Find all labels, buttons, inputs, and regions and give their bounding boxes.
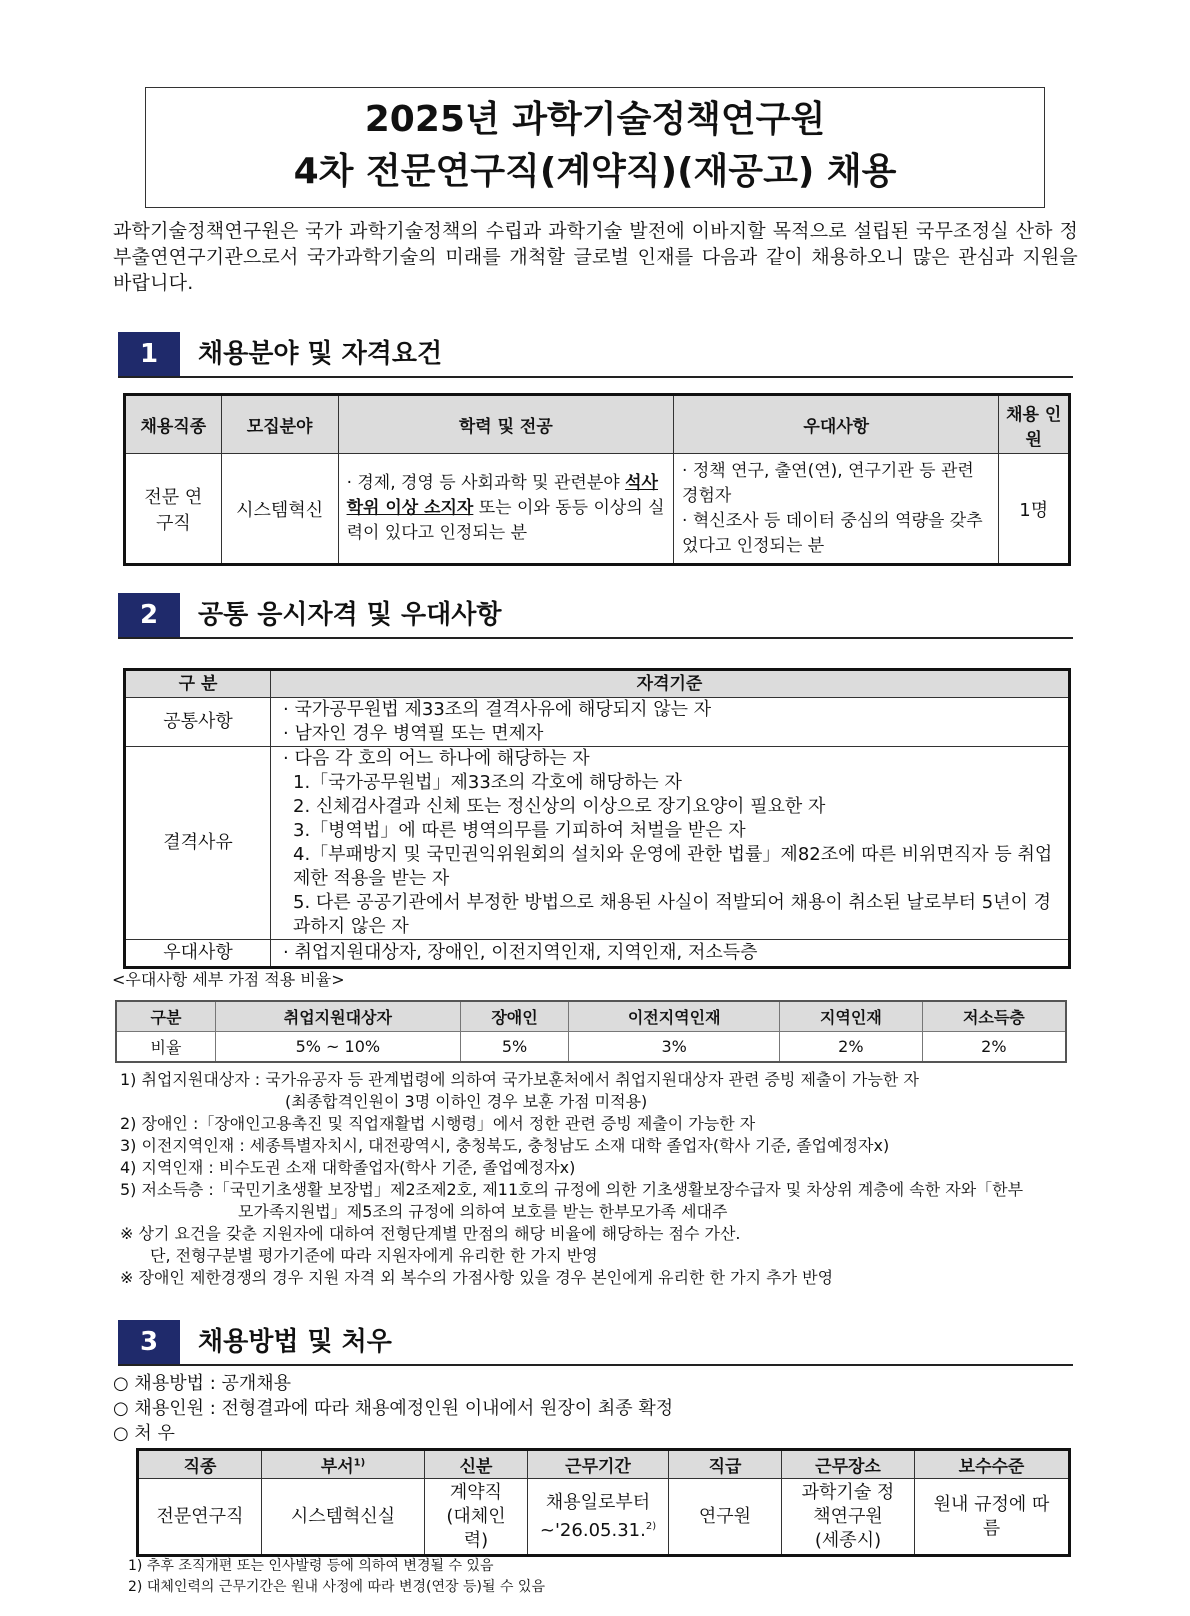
header-cell: 구분 [116, 1001, 216, 1032]
row-label: 결격사유 [125, 747, 271, 940]
list-item: 2. 신체검사결과 신체 또는 정신상의 이상으로 장기요양이 필요한 자 [293, 796, 826, 817]
section-number: 1 [118, 332, 180, 376]
ratio-caption: <우대사항 세부 가점 적용 비율> [112, 970, 345, 989]
list-item: 1.「국가공무원법」제33조의 각호에 해당하는 자 [293, 772, 682, 793]
header-cell: 채용직종 [125, 395, 222, 454]
count-cell: 1명 [999, 454, 1070, 565]
section-number: 2 [118, 593, 180, 637]
row-label: 공통사항 [125, 698, 271, 747]
note-line: ※ 장애인 제한경쟁의 경우 지원 자격 외 복수의 가점사항 있을 경우 본인에게 유리한 한 가지 추가 반영 [120, 1268, 834, 1287]
header-cell: 구 분 [125, 670, 271, 698]
method-item: ○ 채용방법 : 공개채용 [113, 1373, 292, 1394]
header-cell: 자격기준 [271, 670, 1070, 698]
job-type-cell: 전문 연구직 [125, 454, 222, 565]
footnote-ref: 1) [353, 1457, 366, 1469]
common-items [271, 698, 1070, 747]
ratio-cell: 5% ~ 10% [216, 1032, 461, 1063]
list-item: · 남자인 경우 병역필 또는 면제자 [283, 723, 544, 744]
section-1-header [118, 332, 1073, 378]
note-line: 모가족지원법」제5조의 규정에 의하여 보호를 받는 한부모가족 세대주 [238, 1202, 728, 1221]
header-cell: 근무장소 [782, 1450, 915, 1479]
rank-cell: 연구원 [669, 1479, 782, 1556]
note-line: 2) 장애인 :「장애인고용촉진 및 직업재활법 시행령」에서 정한 관련 증빙 제출이 가능한 자 [120, 1114, 756, 1133]
row-label: 우대사항 [125, 940, 271, 968]
list-item: · 다음 각 호의 어느 하나에 해당하는 자 [283, 748, 590, 769]
note-line: 4) 지역인재 : 비수도권 소재 대학졸업자(학사 기준, 졸업예정자x) [120, 1158, 576, 1177]
period-text: 채용일로부터 [545, 1491, 651, 1513]
header-cell: 채용 인원 [999, 395, 1070, 454]
ratio-cell: 2% [922, 1032, 1066, 1063]
pref-item: · 정책 연구, 출연(연), 연구기관 등 관련 경험자 [682, 460, 974, 506]
footnote-ref: 2) [645, 1520, 657, 1532]
note-line: (최종합격인원이 3명 이하인 경우 보훈 가점 미적용) [285, 1092, 648, 1111]
list-item: 3.「병역법」에 따른 병역의무를 기피하여 처벌을 받은 자 [293, 820, 746, 841]
header-cell: 모집분야 [221, 395, 338, 454]
header-cell: 직종 [138, 1450, 262, 1479]
section-number: 3 [118, 1320, 180, 1364]
ratio-cell: 5% [460, 1032, 569, 1063]
header-cell: 보수수준 [915, 1450, 1070, 1479]
header-cell: 저소득층 [922, 1001, 1066, 1032]
period-cell [528, 1479, 669, 1556]
note-line: ※ 상기 요건을 갖춘 지원자에 대하여 전형단계별 만점의 해당 비율에 해당하는 점수 가산. [120, 1224, 741, 1243]
note-line: 1) 취업지원대상자 : 국가유공자 등 관계법령에 의하여 국가보훈처에서 취업지원대상자 관련 증빙 제출이 가능한 자 [120, 1070, 919, 1089]
header-cell: 취업지원대상자 [216, 1001, 461, 1032]
note-line: 단, 전형구분별 평가기준에 따라 지원자에게 유리한 한 가지 반영 [150, 1246, 598, 1265]
recruit-table [123, 393, 1071, 566]
edu-text: 또는 이와 동등 이상의 실력이 있다고 인정되는 분 [346, 498, 665, 543]
method-item: ○ 처 우 [113, 1423, 175, 1444]
section-title: 채용방법 및 처우 [198, 1327, 392, 1357]
ratio-cell: 비율 [116, 1032, 216, 1063]
status-cell: 계약직 (대체인력) [425, 1479, 528, 1556]
preference-cell [674, 454, 999, 565]
disqualification-items [271, 747, 1070, 940]
title-line1: 2025년 과학기술정책연구원 [364, 99, 826, 140]
header-cell: 우대사항 [674, 395, 999, 454]
ratio-table [115, 1000, 1067, 1063]
edu-emphasis: 석사학위 이상 소지자 [346, 473, 658, 518]
pref-item: · 혁신조사 등 데이터 중심의 역량을 갖추었다고 인정되는 분 [682, 510, 983, 556]
ratio-cell: 3% [569, 1032, 780, 1063]
intro-paragraph: 과학기술정책연구원은 국가 과학기술정책의 수립과 과학기술 발전에 이바지할 목적으로 설립된 국무조정실 산하 정부출연연구기관으로서 국가과학기술의 미래를 개척할 글로벌 인재를 다음과 같이 채용하오니 많은 관심과 지원을 바랍니다. [113, 220, 1078, 294]
notes [120, 1069, 1080, 1289]
list-item: 4.「부패방지 및 국민권익위원회의 설치와 운영에 관한 법률」제82조에 따른 비위면직자 등 취업제한 적용을 받는 자 [293, 844, 1053, 889]
note-line: 3) 이전지역인재 : 세종특별자치시, 대전광역시, 충청북도, 충청남도 소재 대학 졸업자(학사 기준, 졸업예정자x) [120, 1136, 890, 1155]
header-cell: 장애인 [460, 1001, 569, 1032]
common-qualification-table [123, 668, 1071, 969]
footnote: 2) 대체인력의 근무기간은 원내 사정에 따라 변경(연장 등)될 수 있음 [128, 1579, 545, 1595]
header-cell [262, 1450, 425, 1479]
job-cell: 전문연구직 [138, 1479, 262, 1556]
place-cell: 과학기술 정책연구원 (세종시) [782, 1479, 915, 1556]
field-cell: 시스템혁신 [221, 454, 338, 565]
method-list [113, 1371, 673, 1446]
footnote: 1) 추후 조직개편 또는 인사발령 등에 의하여 변경될 수 있음 [128, 1558, 494, 1574]
education-cell [338, 454, 673, 565]
section-2-header [118, 593, 1073, 639]
dept-cell: 시스템혁신실 [262, 1479, 425, 1556]
header-cell: 학력 및 전공 [338, 395, 673, 454]
header-cell: 지역인재 [780, 1001, 923, 1032]
note-line: 5) 저소득층 :「국민기초생활 보장법」제2조제2호, 제11호의 규정에 의한 기초생활보장수급자 및 차상위 계층에 속한 자와「한부 [120, 1180, 1024, 1199]
header-text: 부서 [320, 1457, 354, 1477]
section-title: 채용분야 및 자격요건 [198, 339, 443, 369]
pay-cell: 원내 규정에 따름 [915, 1479, 1070, 1556]
header-cell: 직급 [669, 1450, 782, 1479]
header-cell: 이전지역인재 [569, 1001, 780, 1032]
method-item: ○ 채용인원 : 전형결과에 따라 채용예정인원 이내에서 원장이 최종 확정 [113, 1398, 674, 1419]
footnotes [128, 1556, 545, 1598]
disq-list [283, 771, 1058, 939]
treatment-table [136, 1448, 1071, 1557]
ratio-cell: 2% [780, 1032, 923, 1063]
header-cell: 신분 [425, 1450, 528, 1479]
title-line2: 4차 전문연구직(계약직)(재공고) 채용 [293, 151, 897, 192]
section-title: 공통 응시자격 및 우대사항 [198, 600, 502, 630]
list-item: · 국가공무원법 제33조의 결격사유에 해당되지 않는 자 [283, 699, 712, 720]
edu-text: · 경제, 경영 등 사회과학 및 관련분야 [346, 473, 626, 493]
period-text: ~'26.05.31. [539, 1519, 646, 1541]
pref-items: · 취업지원대상자, 장애인, 이전지역인재, 지역인재, 저소득층 [271, 940, 1070, 968]
section-3-header [118, 1320, 1073, 1366]
title-box [145, 87, 1045, 208]
list-item: 5. 다른 공공기관에서 부정한 방법으로 채용된 사실이 적발되어 채용이 취소된 날로부터 5년이 경과하지 않은 자 [293, 892, 1052, 937]
header-cell: 근무기간 [528, 1450, 669, 1479]
